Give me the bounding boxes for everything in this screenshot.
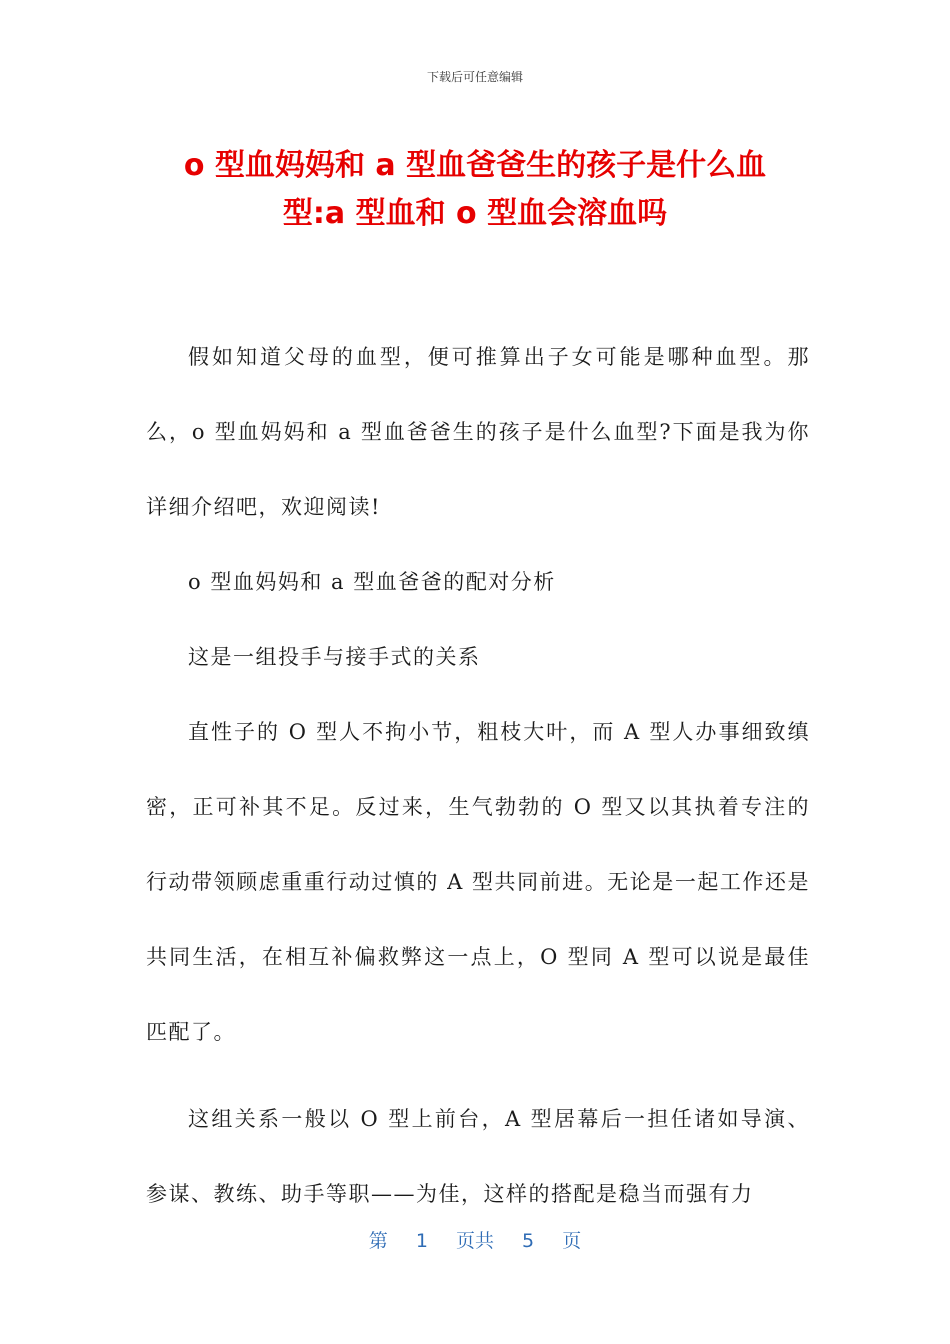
page-footer <box>0 1226 950 1253</box>
article-title <box>120 142 830 238</box>
download-note: 下载后可任意编辑 <box>426 70 523 84</box>
paragraph-relation: 这是一组投手与接手式的关系 <box>188 645 481 669</box>
paragraph-roles: 这组关系一般以 O 型上前台，A 型居幕后一担任诸如导演、参谋、教练、助手等职——为佳，这样的搭配是稳当而强有力 <box>146 1107 810 1206</box>
paragraph-heading: o 型血妈妈和 a 型血爸爸的配对分析 <box>188 570 556 594</box>
title-line-1: o 型血妈妈和 a 型血爸爸生的孩子是什么血 <box>183 148 767 183</box>
page-prefix: 第 <box>368 1230 388 1252</box>
page-current: 1 <box>415 1230 428 1252</box>
page-middle: 页共 <box>455 1230 494 1252</box>
article-body <box>146 320 810 1232</box>
paragraph-analysis: 直性子的 O 型人不拘小节，粗枝大叶，而 A 型人办事细致缜密，正可补其不足。反过来，生气勃勃的 O 型又以其执着专注的行动带领顾虑重重行动过慎的 A 型共同前进。无论是一起工作还是共同生活，在相互补偏救弊这一点上，O 型同 A 型可以说是最佳匹配了。 <box>146 720 810 1044</box>
page-total: 5 <box>522 1230 535 1252</box>
paragraph-intro: 假如知道父母的血型，便可推算出子女可能是哪种血型。那么，o 型血妈妈和 a 型血爸爸生的孩子是什么血型?下面是我为你详细介绍吧，欢迎阅读! <box>146 345 810 519</box>
page-suffix: 页 <box>562 1230 582 1252</box>
title-line-2: 型:a 型血和 o 型血会溶血吗 <box>282 196 668 231</box>
